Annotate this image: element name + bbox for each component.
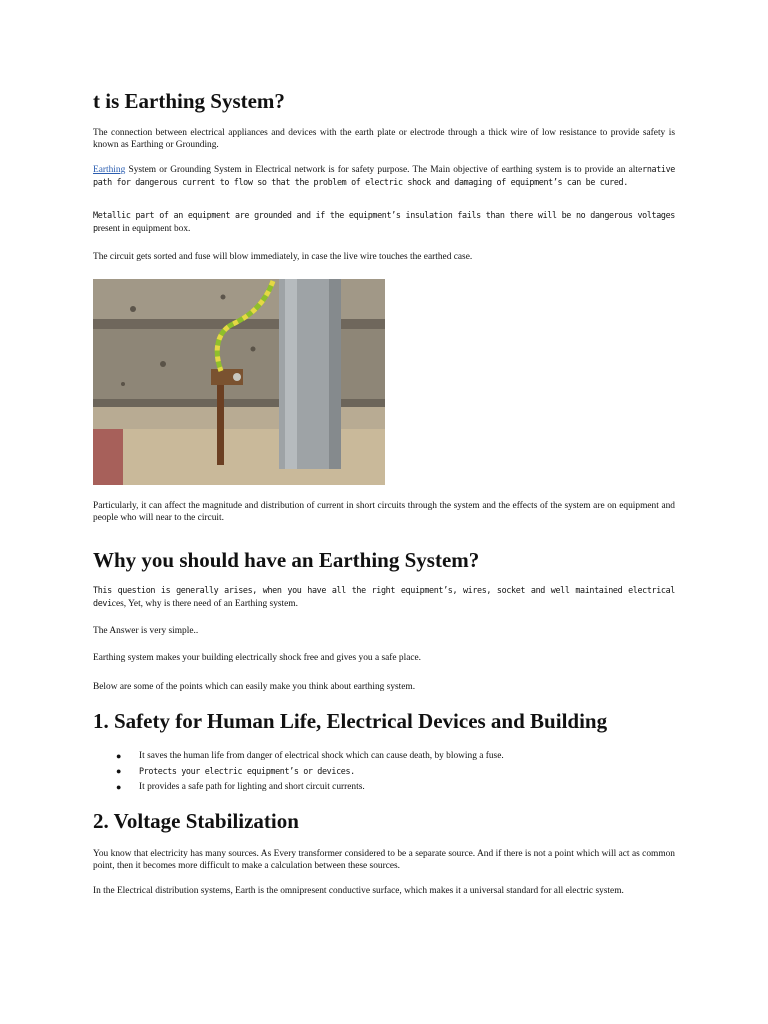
earthing-rod-photo <box>93 279 385 485</box>
bullet-icon: ● <box>116 751 122 762</box>
intro-paragraph-3-mono: Metallic part of an equipment are grounded and if the equipment’s insulation fails than there will be no dangerous voltages p <box>93 210 675 233</box>
safety-list <box>93 749 675 794</box>
list-item <box>93 780 675 795</box>
intro-paragraph-4: The circuit gets sorted and fuse will blow immediately, in case the live wire touches the earthed case. <box>93 251 473 262</box>
voltage-paragraph-2: In the Electrical distribution systems, Earth is the omnipresent conductive surface, which makes it a universal standard for all electric system. <box>93 886 624 897</box>
why-paragraph-2: The Answer is very simple.. <box>93 625 199 636</box>
why-paragraph-1 <box>93 585 675 610</box>
page-title: t is Earthing System? <box>93 89 285 113</box>
intro-paragraph-2 <box>93 164 675 189</box>
why-paragraph-4: Below are some of the points which can easily make you think about earthing system. <box>93 681 416 692</box>
list-item-text: It saves the human life from danger of electrical shock which can cause death, by blowing a fuse. <box>139 751 504 762</box>
intro-paragraph-3 <box>93 210 675 235</box>
earthing-link[interactable]: Earthing <box>93 165 126 176</box>
intro-paragraph-2-mono: rnative path for dangerous current to flow so that the problem of electric shock and damaging of equipment’s can be cured. <box>93 164 675 187</box>
why-paragraph-1-text: ces, Yet, why is there need of an Earthing system. <box>111 598 298 609</box>
list-item <box>93 764 675 780</box>
voltage-paragraph-1: You know that electricity has many sources. As Every transformer considered to be a separate source. And if there is not a point which will act as common point, then it becomes more difficult to make a calculation between these sources. <box>93 849 675 871</box>
intro-paragraph-3-text: resent in equipment box. <box>97 223 191 234</box>
voltage-heading: 2. Voltage Stabilization <box>93 809 299 834</box>
article-body <box>93 88 675 898</box>
why-paragraph-3: Earthing system makes your building electrically shock free and gives you a safe place. <box>93 653 422 664</box>
safety-heading: 1. Safety for Human Life, Electrical Devices and Building <box>93 709 608 734</box>
bullet-icon: ● <box>116 765 122 776</box>
intro-paragraph-1: The connection between electrical appliances and devices with the earth plate or electrode through a thick wire of low resistance to provide safety is known as Earthing or Grounding. <box>93 128 675 150</box>
earthing-rod-illustration <box>93 279 385 485</box>
list-item-text: It provides a safe path for lighting and short circuit currents. <box>139 781 365 792</box>
why-paragraph-1-mono: This question is generally arises, when you have all the right equipment’s, wires, socket and well maintained electrical devi <box>93 585 675 608</box>
bullet-icon: ● <box>116 781 122 792</box>
list-item <box>93 749 675 764</box>
after-photo-paragraph: Particularly, it can affect the magnitude and distribution of current in short circuits through the system and the effects of the system are on equipment and people who will near to the circuit. <box>93 501 675 523</box>
why-heading: Why you should have an Earthing System? <box>93 548 480 573</box>
list-item-text: Protects your electric equipment’s or devices. <box>139 765 355 776</box>
intro-paragraph-2-text: System or Grounding System in Electrical network is for safety purpose. The Main objective of earthing system is to provide an alte <box>125 165 643 176</box>
